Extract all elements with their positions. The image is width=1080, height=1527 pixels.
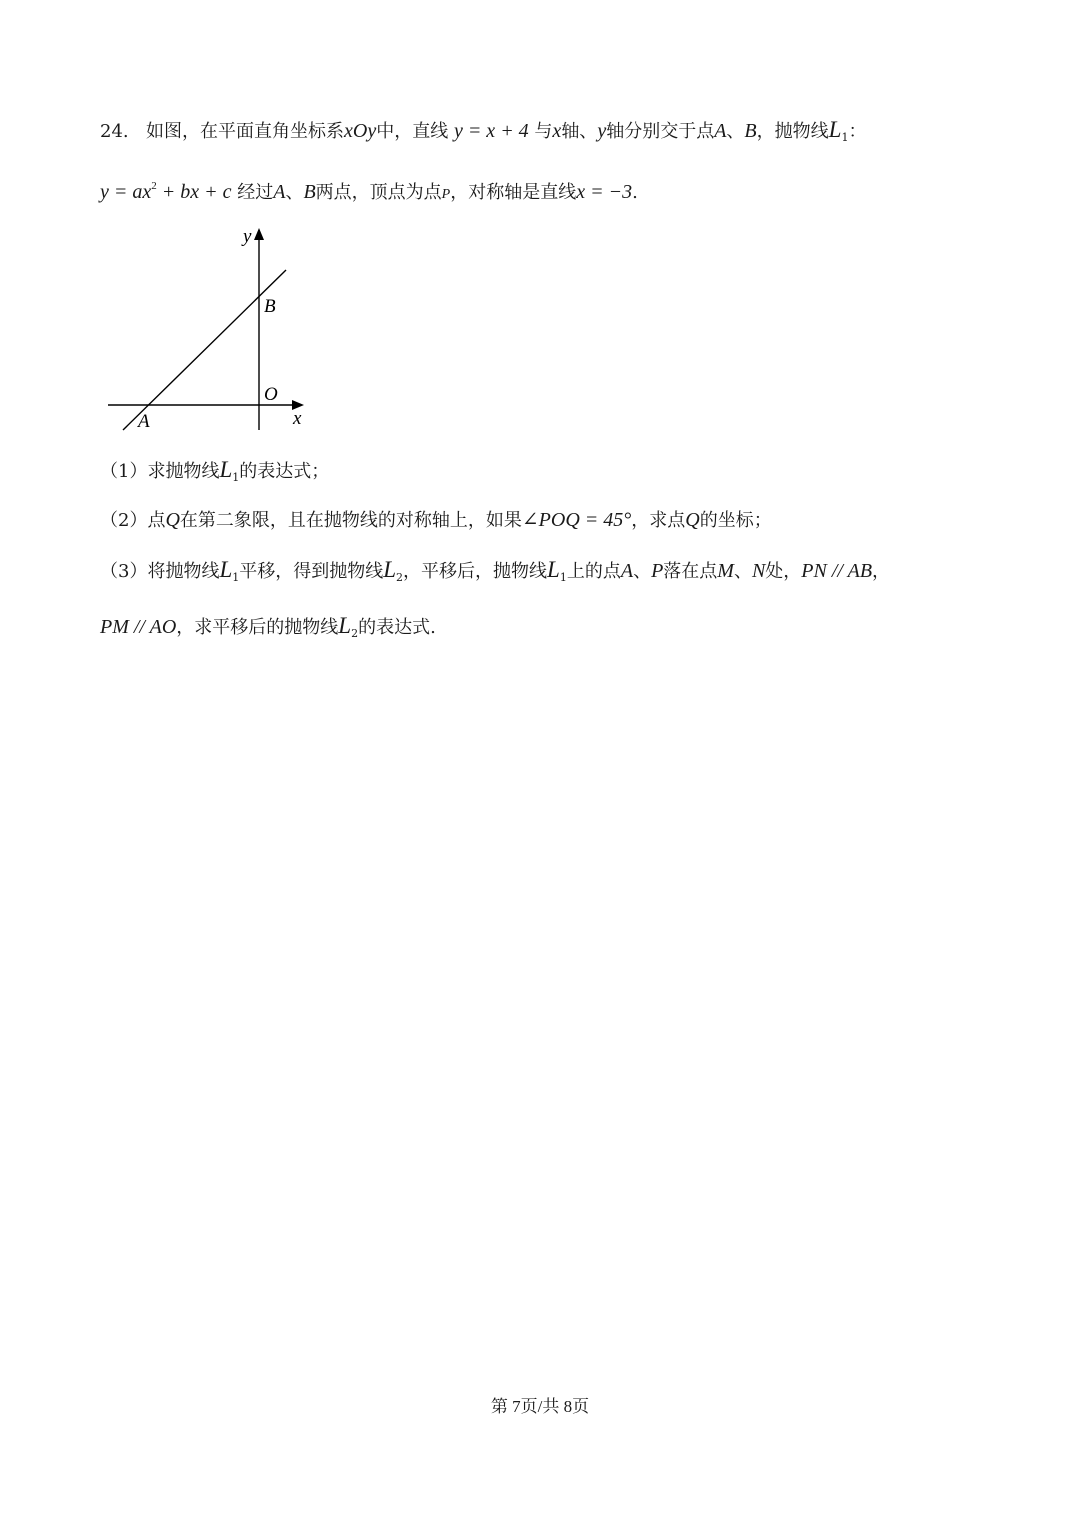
question-line-1 xyxy=(100,118,866,150)
question-number: 24. xyxy=(100,121,129,142)
exponent: 2 xyxy=(151,180,157,192)
label-y: y xyxy=(243,226,252,247)
label-x: x xyxy=(293,408,302,429)
parabola-subscript: 1 xyxy=(841,131,849,144)
parallel-condition: PM // AO xyxy=(100,616,177,638)
separator: 、 xyxy=(726,121,745,142)
point-a: A xyxy=(714,120,727,142)
separator: 、 xyxy=(733,561,752,582)
part-text: 上的点 xyxy=(566,561,621,582)
separator: 、 xyxy=(633,561,652,582)
question-text: 与 xyxy=(534,121,553,142)
page-footer: 第 7页/共 8页 xyxy=(490,1397,590,1416)
part-text: ，求平移后的抛物线 xyxy=(176,617,339,638)
part-2 xyxy=(100,508,772,533)
parabola-label: L xyxy=(219,557,233,582)
part-text: ，平移后，抛物线 xyxy=(403,561,548,582)
label-o: O xyxy=(264,384,278,405)
part-number: （3） xyxy=(100,561,148,582)
question-text: 两点，顶点为点 xyxy=(315,182,442,203)
point-p: P xyxy=(651,560,664,582)
part-text: 的表达式； xyxy=(239,461,330,482)
part-text: 求抛物线 xyxy=(147,461,220,482)
point-b: B xyxy=(744,120,757,142)
parabola-subscript: 1 xyxy=(232,471,240,484)
label-b: B xyxy=(264,296,276,317)
part-text: 在第二象限，且在抛物线的对称轴上，如果 xyxy=(179,510,522,531)
symmetry-axis-equation: x = −3 xyxy=(576,181,633,203)
point-n: N xyxy=(751,560,766,582)
colon: ： xyxy=(848,121,867,142)
question-text: 经过 xyxy=(237,182,274,203)
part-text: 点 xyxy=(147,510,166,531)
question-text: 轴分别交于点 xyxy=(606,121,715,142)
coordinate-figure xyxy=(100,222,320,437)
point-q: Q xyxy=(165,509,180,531)
question-text: 轴、 xyxy=(561,121,598,142)
comma: ， xyxy=(872,561,891,582)
period: . xyxy=(632,182,638,203)
part-text: 的表达式. xyxy=(358,617,436,638)
parabola-subscript: 1 xyxy=(232,571,240,584)
coord-system: xOy xyxy=(344,120,377,142)
part-text: 处， xyxy=(765,561,802,582)
point-a: A xyxy=(620,560,634,582)
x-var: x xyxy=(552,120,562,142)
part-1 xyxy=(100,458,329,490)
y-axis-arrow xyxy=(254,228,264,240)
parabola-label: L xyxy=(219,457,233,482)
parabola-subscript: 2 xyxy=(396,571,404,584)
point-a: A xyxy=(273,181,286,203)
parabola-subscript: 1 xyxy=(559,571,567,584)
parabola-label: L xyxy=(383,557,397,582)
part-3-line-2 xyxy=(100,614,436,646)
part-text: 落在点 xyxy=(663,561,718,582)
parabola-label: L xyxy=(828,117,842,142)
parabola-label: L xyxy=(338,613,352,638)
part-number: （1） xyxy=(100,461,148,482)
parabola-subscript: 2 xyxy=(351,627,359,640)
question-text: 中，直线 xyxy=(376,121,449,142)
vertex-p: P xyxy=(441,187,451,202)
y-var: y xyxy=(597,120,607,142)
line-equation: y = x + 4 xyxy=(453,120,529,142)
angle-condition: ∠POQ = 45° xyxy=(521,509,632,531)
point-b: B xyxy=(303,181,316,203)
part-3-line-1 xyxy=(100,558,890,590)
part-number: （2） xyxy=(100,510,148,531)
part-text: 平移，得到抛物线 xyxy=(239,561,384,582)
parabola-equation-rest: + bx + c xyxy=(156,181,232,203)
line-ab xyxy=(123,270,286,430)
part-text: 将抛物线 xyxy=(147,561,220,582)
question-line-2 xyxy=(100,174,638,207)
question-text: ，对称轴是直线 xyxy=(450,182,577,203)
point-q: Q xyxy=(685,509,700,531)
point-m: M xyxy=(717,560,734,582)
question-text: 如图，在平面直角坐标系 xyxy=(146,121,344,142)
parallel-condition: PN // AB xyxy=(801,560,873,582)
parabola-label: L xyxy=(547,557,560,582)
label-a: A xyxy=(138,411,150,432)
separator: 、 xyxy=(285,182,304,203)
part-text: ，求点 xyxy=(631,510,686,531)
question-text: ，抛物线 xyxy=(756,121,829,142)
parabola-equation: y = ax xyxy=(100,181,152,203)
part-text: 的坐标； xyxy=(699,510,772,531)
